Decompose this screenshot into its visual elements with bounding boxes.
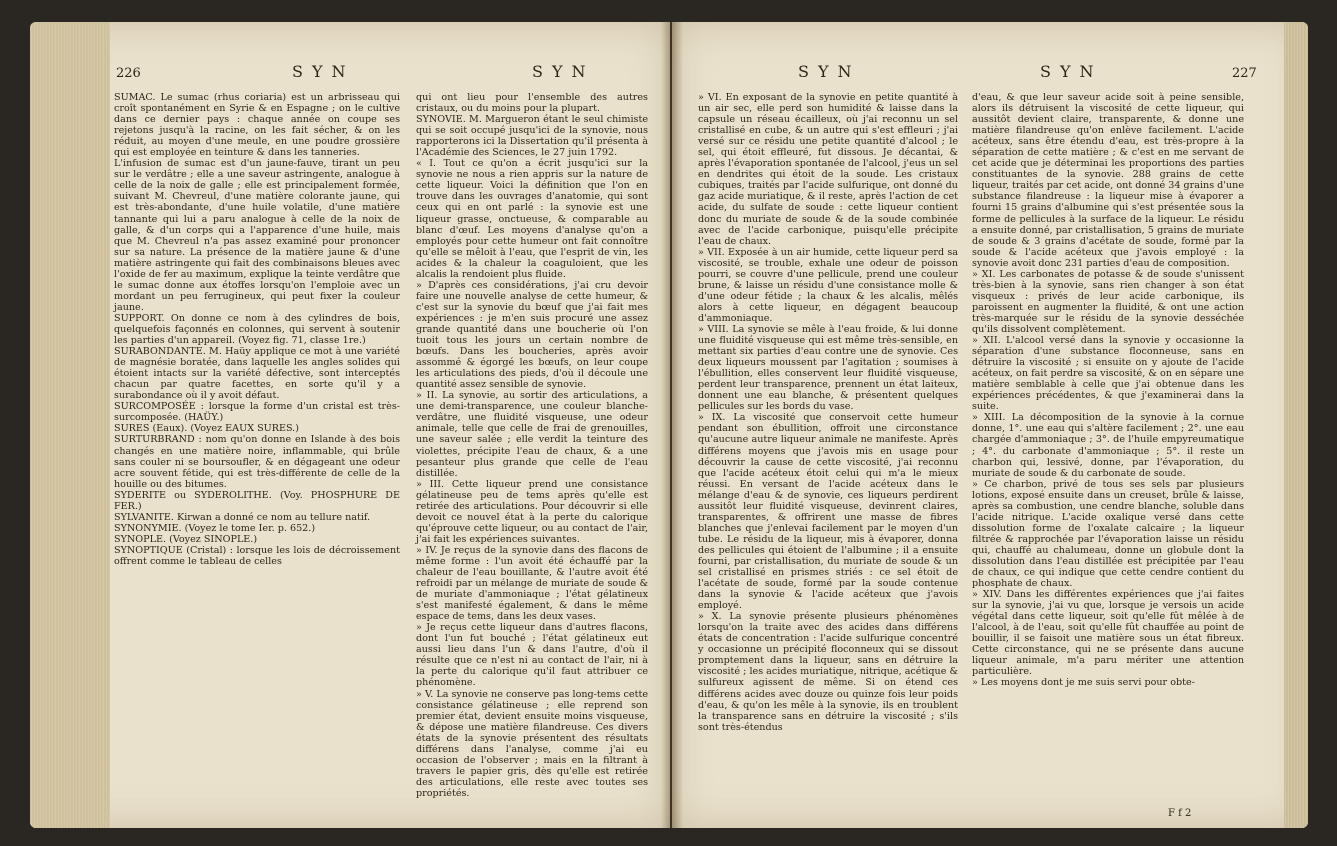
right-page-edges xyxy=(1284,22,1308,828)
paragraph: SURTURBRAND : nom qu'on donne en Islande à des bois changés en une matière noire, inflammable, qui brûle sans couler ni se boursoufler, & en dégageant une odeur acre souvent fétide, qui est très-différente de celle de la houille ou des bitumes. xyxy=(114,434,400,490)
paragraph: » IX. La viscosité que conservoit cette humeur pendant son ébullition, offroit une circonstance qu'aucune autre liqueur animale ne manifeste. Après différens moyens que j'avois mis en usage pour découvrir la cause de cette viscosité, j'ai reconnu que l'acide acéteux étoit celui qui m'a le mieux réussi. En versant de l'acide acéteux dans le mélange d'eau & de synovie, ces liqueurs perdirent aussitôt leur fluidité visqueuse, devinrent claires, transparentes, & offrirent une masse de fibres blanches que j'enlevai facilement par le moyen d'un tube. Le résidu de la liqueur, mis à évaporer, donna des pellicules qui étoient de l'albumine ; il a ensuite fourni, par cristallisation, du muriate de soude & un sel cristallisé en prismes striés : ce sel étoit de l'acétate de soude, formé par la soude contenue dans la synovie & l'acide acéteux que j'avois employé. xyxy=(698,412,958,612)
paragraph: SYNOVIE. M. Margueron étant le seul chimiste qui se soit occupé jusqu'ici de la synovie, nous rapporterons ici la Dissertation qu'il présenta à l'Académie des Sciences, le 27 juin 1792. xyxy=(416,114,648,159)
right-column-1 xyxy=(698,92,958,733)
paragraph: » Je reçus cette liqueur dans d'autres flacons, dont l'un fut bouché ; l'état gélatineux eut aussi lieu dans l'un & dans l'autre, d'où il résulte que ce n'est ni au contact de l'air, ni à la perte du calorique qu'il faut attribuer ce phénomène. xyxy=(416,622,648,689)
paragraph: » IV. Je reçus de la synovie dans des flacons de même forme : l'un avoit été échauffé par la chaleur de l'eau bouillante, & l'autre avoit été refroidi par un mélange de muriate de soude & de muriate d'ammoniaque ; l'état gélatineux s'est manifesté également, & dans le même espace de tems, dans les deux vases. xyxy=(416,544,648,623)
paragraph: L'infusion de sumac est d'un jaune-fauve, tirant un peu sur le verdâtre ; elle a une saveur astringente, analogue à celle de la noix de galle ; elle est principalement formée, suivant M. Chevreul, d'une matière colorante jaune, qui est très-abondante, d'une huile volatile, d'une matière tannante qui lui a paru analogue à celle de la noix de galle, & d'un corps qui a l'apparence d'une huile, mais que M. Chevreul n'a pas assez examiné pour prononcer sur sa nature. La présence de la matière jaune & d'une matière astringente qui fait des combinaisons bleues avec l'oxide de fer au maximum, explique la teinte verdâtre que le sumac donne aux étoffes lorsqu'on l'emploie avec un mordant un peu ferrugineux, qui peut fixer la couleur jaune. xyxy=(114,158,400,313)
running-head-left-2: SYN xyxy=(532,62,595,81)
running-head-right-1: SYN xyxy=(798,62,861,81)
open-book xyxy=(30,22,1308,832)
running-head-left-1: SYN xyxy=(292,62,355,81)
paragraph: » XIII. La décomposition de la synovie à la cornue donne, 1°. une eau qui s'altère facilement ; 2°. une eau chargée d'ammoniaque ; 3°. de l'huile empyreumatique ; 4°. du carbonate d'ammoniaque ; 5°. il reste un charbon qui, lessivé, donne, par l'évaporation, du muriate de soude & du carbonate de soude. xyxy=(972,412,1244,479)
book-gutter xyxy=(661,22,683,828)
paragraph: SUMAC. Le sumac (rhus coriaria) est un arbrisseau qui croît spontanément en Syrie & en Espagne ; on le cultive dans ce dernier pays : chaque année on coupe ses rejetons jusqu'à la racine, on les fait sécher, & on les réduit, au moyen d'une meule, en une poudre grossière qui est employée en teinture & dans les tanneries. xyxy=(114,92,400,159)
paragraph: « I. Tout ce qu'on a écrit jusqu'ici sur la synovie ne nous a rien appris sur la nature de cette liqueur. Voici la définition que l'on en trouve dans les ouvrages d'anatomie, qui sont ceux qui en ont parlé : la synovie est une liqueur grasse, onctueuse, & comparable au blanc d'œuf. Les moyens d'analyse qu'on a employés pour cette humeur ont fait connoître qu'elle se mêloit à l'eau, que l'esprit de vin, les acides & la chaleur la coaguloient, que les alcalis la rendoient plus fluide. xyxy=(416,158,648,280)
paragraph: » Ce charbon, privé de tous ses sels par plusieurs lotions, exposé ensuite dans un creuset, brûle & laisse, après sa combustion, une cendre blanche, soluble dans l'acide nitrique. L'acide oxalique versé dans cette dissolution forme de l'oxalate calcaire ; la liqueur filtrée & rapprochée par l'évaporation laisse un résidu qui, chauffé au chalumeau, donne un globule dont la dissolution dans l'eau distillée est précipitée par l'eau de chaux, ce qui indique que cette cendre contient du phosphate de chaux. xyxy=(972,478,1244,590)
paragraph: » VIII. La synovie se mêle à l'eau froide, & lui donne une fluidité visqueuse qui est même très-sensible, en mettant six parties d'eau contre une de synovie. Ces deux liqueurs moussent par l'agitation ; soumises à l'ébullition, elles conservent leur fluidité visqueuse, perdent leur transparence, prennent un état laiteux, donnent une eau blanche, & présentent quelques pellicules sur les bords du vase. xyxy=(698,323,958,413)
left-column-1 xyxy=(114,92,400,567)
left-page-edges xyxy=(30,22,110,828)
left-page xyxy=(30,22,670,828)
paragraph: SURES (Eaux). (Voyez EAUX SURES.) xyxy=(114,423,299,435)
left-column-2 xyxy=(416,92,648,799)
paragraph: » XII. L'alcool versé dans la synovie y occasionne la séparation d'une substance floconneuse, sans en détruire la viscosité ; si ensuite on y ajoute de l'acide acéteux, on fait perdre sa viscosité, & on en sépare une matière semblable à celle que j'ai obtenue dans les expériences précédentes, & que j'examinerai dans la suite. xyxy=(972,335,1244,413)
right-column-2 xyxy=(972,92,1244,689)
paragraph: » III. Cette liqueur prend une consistance gélatineuse peu de tems après qu'elle est retirée des articulations. Pour découvrir si elle devoit ce nouvel état à la perte du calorique qu'éprouve cette liqueur, ou au contact de l'air, j'ai fait les expériences suivantes. xyxy=(416,478,648,545)
paragraph: » XIV. Dans les différentes expériences que j'ai faites sur la synovie, j'ai vu que, lorsque je versois un acide végétal dans cette liqueur, soit qu'elle fût mêlée à de l'alcool, à de l'eau, soit qu'elle fût chauffée au point de bouillir, il se faisoit une matière sous un état fibreux. Cette circonstance, qui ne se présente dans aucune liqueur animale, m'a paru mériter une attention particulière. xyxy=(972,589,1244,678)
paragraph: » Les moyens dont je me suis servi pour obte- xyxy=(972,677,1195,689)
page-number-right: 227 xyxy=(1232,66,1257,81)
page-number-left: 226 xyxy=(116,66,141,81)
paragraph: » II. La synovie, au sortir des articulations, a une demi-transparence, une couleur blanche-verdâtre, une fluidité visqueuse, une odeur animale, telle que celle de frai de grenouilles, une saveur salée ; elle verdit la teinture des violettes, précipite l'eau de chaux, & a une pesanteur plus grande que celle de l'eau distillée. xyxy=(416,390,648,479)
paragraph: SYLVANITE. Kirwan a donné ce nom au tellure natif. xyxy=(114,511,371,523)
paragraph: SYNOPLE. (Voyez SINOPLE.) xyxy=(114,533,258,545)
paragraph: SYNOPTIQUE (Cristal) : lorsque les lois de décroissement offrent comme le tableau de celles xyxy=(114,544,400,567)
signature-mark: F f 2 xyxy=(1168,808,1192,819)
paragraph: » V. La synovie ne conserve pas long-tems cette consistance gélatineuse ; elle reprend son premier état, devient ensuite moins visqueuse, & dépose une matière filandreuse. Ces divers états de la synovie présentent des résultats différens dans l'analyse, comme j'ai eu occasion de l'observer ; mais en la filtrant à travers le papier gris, dès qu'elle est retirée des articulations, elle reste avec toutes ses propriétés. xyxy=(416,688,648,799)
right-page xyxy=(672,22,1308,828)
paragraph: d'eau, & que leur saveur acide soit à peine sensible, alors ils détruisent la viscosité de cette liqueur, qui aussitôt devient claire, transparente, & donne une matière filandreuse qu'on enlève facilement. L'acide acéteux, sans être étendu d'eau, est très-propre à la séparation de cette matière ; & c'est en me servant de cet acide que je déterminai les proportions des parties constituantes de la synovie. 288 grains de cette liqueur, traités par cet acide, ont donné 34 grains d'une substance filandreuse : la liqueur mise à évaporer a fourni 15 grains d'albumine qui s'est présentée sous la forme de pellicules à la surface de la liqueur. Le résidu a ensuite donné, par cristallisation, 5 grains de muriate de soude & 3 grains d'acétate de soude, formé par la soude & l'acide acéteux que j'avois employé : la synovie avoit donc 231 parties d'eau de composition. xyxy=(972,92,1244,269)
paragraph: qui ont lieu pour l'ensemble des autres cristaux, ou du moins pour la plupart. xyxy=(416,92,648,115)
paragraph: SURABONDANTE. M. Haüy applique ce mot à une variété de magnésie boratée, dans laquelle les angles solides qui étoient intacts sur la variété défective, sont interceptés chacun par quatre facettes, en sorte qu'il y a surabondance où il y avoit défaut. xyxy=(114,346,400,402)
paragraph: » XI. Les carbonates de potasse & de soude s'unissent très-bien à la synovie, sans rien changer à son état visqueux : privés de leur acide carbonique, ils paroissent en augmenter la fluidité, & ont une action très-marquée sur le résidu de la synovie desséchée qu'ils dissolvent complètement. xyxy=(972,268,1244,335)
paragraph: » D'après ces considérations, j'ai cru devoir faire une nouvelle analyse de cette humeur, & c'est sur la synovie du bœuf que j'ai fait mes expériences : je m'en suis procuré une assez grande quantité dans une boucherie où l'on tuoit tous les jours un certain nombre de bœufs. Dans les boucheries, après avoir assommé & égorgé les bœufs, on leur coupe les articulations des pieds, d'où il découle une quantité assez sensible de synovie. xyxy=(416,279,648,391)
paragraph: SUPPORT. On donne ce nom à des cylindres de bois, quelquefois façonnés en colonnes, qui servent à soutenir les parties d'un appareil. (Voyez fig. 71, classe 1re.) xyxy=(114,312,400,347)
paragraph: » VII. Exposée à un air humide, cette liqueur perd sa viscosité, se trouble, exhale une odeur de poisson pourri, se couvre d'une pellicule, prend une couleur brune, & laisse un résidu d'une consistance molle & d'une odeur fétide ; la chaux & les alcalis, mêlés alors à cette liqueur, en dégagent beaucoup d'ammoniaque. xyxy=(698,246,958,324)
paragraph: SURCOMPOSÉE : lorsque la forme d'un cristal est très-surcomposée. (HAÜY.) xyxy=(114,401,400,424)
paragraph: » X. La synovie présente plusieurs phénomènes lorsqu'on la traite avec des acides dans différens états de concentration : l'acide sulfurique concentré y occasionne un précipité floconneux qui se dissout promptement dans la liqueur, sans en détruire la viscosité ; les acides muriatique, nitrique, acétique & sulfureux agissent de même. Si on étend ces différens acides avec douze ou quinze fois leur poids d'eau, & qu'on les mêle à la synovie, ils en troublent la transparence sans en détruire la viscosité ; s'ils sont très-étendus xyxy=(698,611,958,733)
paragraph: SYNONYMIE. (Voyez le tome Ier. p. 652.) xyxy=(114,522,316,534)
running-head-right-2: SYN xyxy=(1040,62,1103,81)
paragraph: SYDERITE ou SYDEROLITHE. (Voy. PHOSPHURE DE FER.) xyxy=(114,489,400,512)
paragraph: » VI. En exposant de la synovie en petite quantité à un air sec, elle perd son humidité & laisse dans la capsule un réseau écailleux, où j'ai reconnu un sel cristallisé en cube, & un autre qui s'est effleuri ; j'ai versé sur ce résidu une petite quantité d'alcool ; le sel, qui étoit effleuré, fut dissous. Je décantai, & après l'évaporation spontanée de l'alcool, j'eus un sel en dendrites qui étoit de la soude. Les cristaux cubiques, traités par l'acide sulfurique, ont donné du gaz acide muriatique, & il reste, après l'action de cet acide, du sulfate de soude : cette liqueur contient donc du muriate de soude & de la soude combinée avec de l'acide carbonique, puisqu'elle précipite l'eau de chaux. xyxy=(698,92,958,247)
